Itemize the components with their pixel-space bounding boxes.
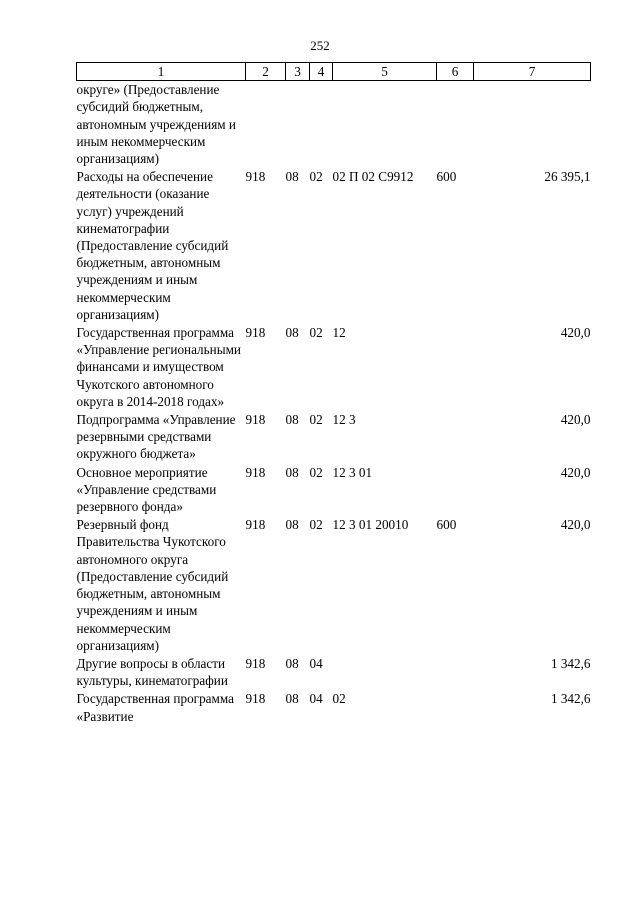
column-header: 7 <box>474 63 591 81</box>
row-name: Государственная программа «Развитие <box>76 691 234 724</box>
expense-type-code <box>437 81 474 168</box>
column-header: 4 <box>310 63 333 81</box>
expense-type-code <box>437 463 474 516</box>
subsection-code <box>310 81 333 168</box>
subsection-code: 04 <box>309 691 323 707</box>
expense-type-code <box>437 654 474 689</box>
row-name: Подпрограмма «Управление резервными средствами окружного бюджета» <box>76 412 236 462</box>
subsection-code: 04 <box>309 655 323 671</box>
target-article-code: 02 <box>332 691 346 707</box>
row-name: Другие вопросы в области культуры, кинематографии <box>76 655 228 689</box>
column-header: 5 <box>333 63 437 81</box>
target-article-code <box>333 654 437 689</box>
table-row <box>77 167 591 323</box>
target-article-code: 02 П 02 С9912 <box>332 169 414 185</box>
amount: 420,0 <box>560 325 591 341</box>
row-name: округе» (Предоставление субсидий бюджетным, автономным учреждениям и иным некоммерческим организациям) <box>76 82 236 167</box>
column-header: 6 <box>437 63 474 81</box>
section-code: 08 <box>285 655 299 671</box>
expense-type-code: 600 <box>436 169 457 185</box>
subsection-code: 02 <box>309 464 323 480</box>
ministry-code <box>246 81 286 168</box>
target-article-code: 12 <box>332 325 346 341</box>
expense-type-code <box>437 689 474 724</box>
subsection-code: 02 <box>309 412 323 428</box>
ministry-code: 918 <box>245 412 266 428</box>
budget-table <box>76 62 591 725</box>
table-row <box>77 81 591 168</box>
subsection-code: 02 <box>309 169 323 185</box>
section-code: 08 <box>285 691 299 707</box>
table-row <box>77 410 591 463</box>
section-code: 08 <box>285 325 299 341</box>
amount: 420,0 <box>560 464 591 480</box>
section-code: 08 <box>285 169 299 185</box>
table-row <box>77 689 591 724</box>
ministry-code: 918 <box>245 655 266 671</box>
ministry-code: 918 <box>245 517 266 533</box>
target-article-code: 12 3 01 20010 <box>332 517 409 533</box>
expense-type-code: 600 <box>436 517 457 533</box>
section-code <box>286 81 310 168</box>
target-article-code <box>333 81 437 168</box>
subsection-code: 02 <box>309 325 323 341</box>
amount: 1 342,6 <box>550 691 591 707</box>
section-code: 08 <box>285 464 299 480</box>
row-name: Государственная программа «Управление региональными финансами и имуществом Чукотского автономного округа в 2014-2018 годах» <box>76 325 241 409</box>
expense-type-code <box>437 323 474 410</box>
page-number: 252 <box>310 38 330 53</box>
amount: 1 342,6 <box>550 655 591 671</box>
row-name: Основное мероприятие «Управление средствами резервного фонда» <box>76 464 217 515</box>
row-name: Расходы на обеспечение деятельности (оказание услуг) учреждений кинематографии (Предоставление субсидий бюджетным, автономным учреждениям и иным некоммерческим организациям) <box>76 169 229 322</box>
ministry-code: 918 <box>245 464 266 480</box>
ministry-code: 918 <box>245 169 266 185</box>
column-header: 3 <box>286 63 310 81</box>
amount: 420,0 <box>560 412 591 428</box>
table-row <box>77 323 591 410</box>
ministry-code: 918 <box>245 691 266 707</box>
ministry-code: 918 <box>245 325 266 341</box>
amount <box>474 81 591 168</box>
column-header: 1 <box>77 63 246 81</box>
row-name: Резервный фонд Правительства Чукотского автономного округа (Предоставление субсидий бюджетным, автономным учреждениям и иным некоммерческим организациям) <box>76 517 229 653</box>
section-code: 08 <box>285 517 299 533</box>
table-row <box>77 463 591 516</box>
expense-type-code <box>437 410 474 463</box>
table-row <box>77 515 591 654</box>
table-header-row <box>77 63 591 81</box>
section-code: 08 <box>285 412 299 428</box>
target-article-code: 12 3 01 <box>332 464 373 480</box>
amount: 420,0 <box>560 517 591 533</box>
subsection-code: 02 <box>309 517 323 533</box>
amount: 26 395,1 <box>544 169 591 185</box>
column-header: 2 <box>246 63 286 81</box>
table-row <box>77 654 591 689</box>
target-article-code: 12 3 <box>332 412 356 428</box>
